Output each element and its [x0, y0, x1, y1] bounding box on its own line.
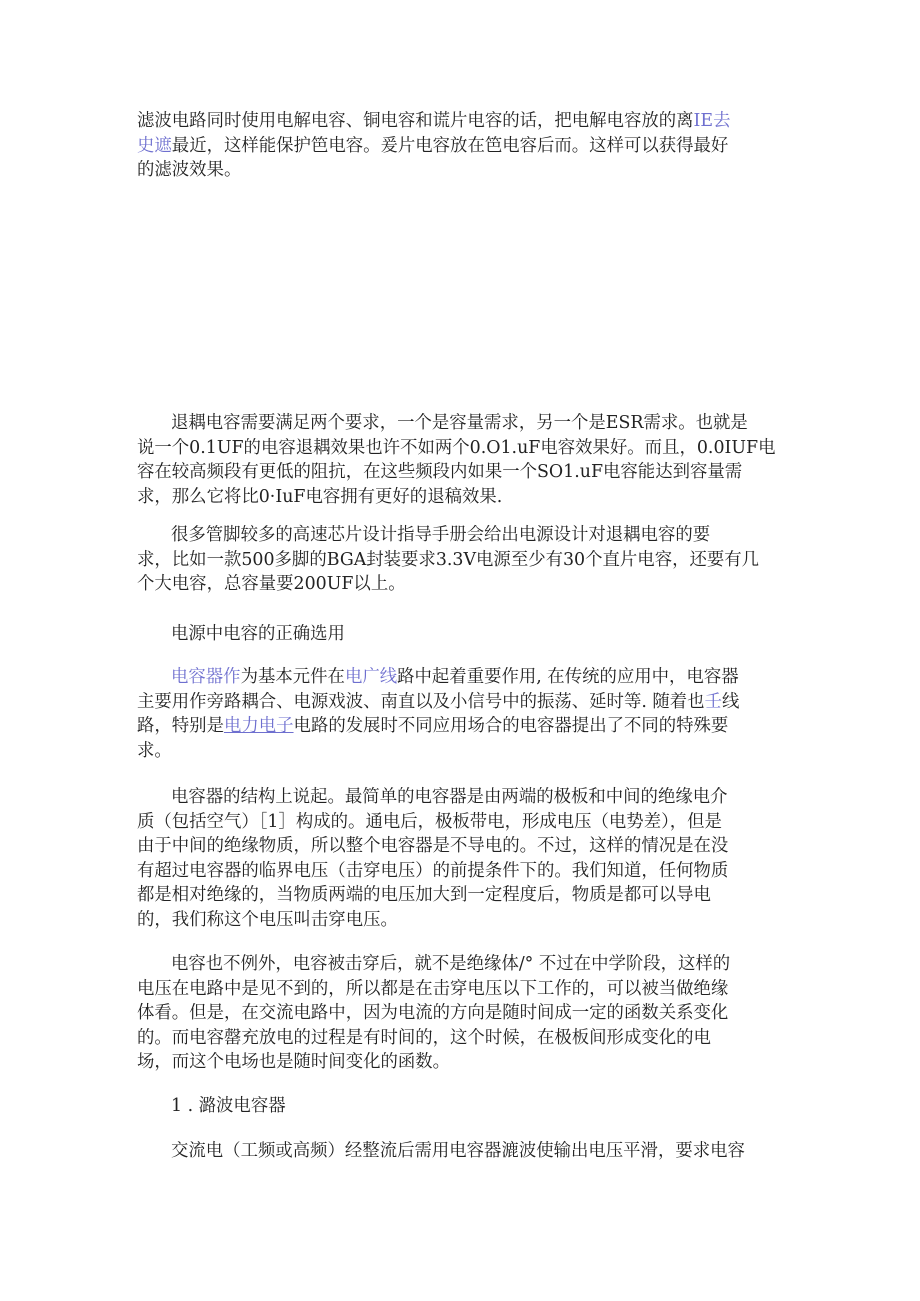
text-line: 路，特别是电力电子电路的发展时不同应用场合的电容器提出了不同的特殊要: [137, 716, 729, 736]
text-line: 交流电（工频或高频）经整流后需用电容器漉波使输出电压平滑，要求电容: [171, 1141, 745, 1161]
text-line: 质（包括空气）［1］构成的。通电后，极板带电，形成电压（电势差），但是: [137, 811, 722, 832]
text-line: 容在较高频段有更低的阻抗，在这些频段内如果一个SO1.uF电容能达到容量需: [137, 462, 743, 482]
text-line: 退耦电容需要满足两个要求，一个是容量需求，另一个是ESR需求。也就是: [171, 413, 748, 433]
numbered-heading: [137, 1094, 785, 1119]
text-line: 有超过电容器的临界电压（击穿电压）的前提条件下的。我们知道，任何物质: [137, 860, 729, 881]
heading-line: 1 . 潞波电容器: [171, 1096, 286, 1116]
text-line: 的。而电容罄充放电的过程是有时间的，这个时候，在极板间形成变化的电: [137, 1027, 711, 1048]
text-line: 求。: [137, 740, 172, 761]
text-line: 的滤波效果。: [137, 160, 242, 180]
text-link[interactable]: 壬: [704, 691, 722, 712]
text-line: 电容也不例外，电容被击穿后，就不是绝缘体/° 不过在中学阶段，这样的: [171, 954, 731, 974]
text-link[interactable]: 电容器作: [171, 667, 241, 687]
text-line: 电容器作为基本元件在电广线路中起着重要作用, 在传统的应用中，电容器: [171, 667, 739, 687]
paragraph-filter-circuit: [137, 109, 785, 183]
text-line: 电压在电路中是见不到的，所以都是在击穿电压以下工作的，可以被当做绝缘: [137, 978, 729, 999]
section-heading: [137, 622, 785, 647]
text-line: 的，我们称这个电压叫击穿电压。: [137, 909, 398, 930]
text-link[interactable]: 史遮: [137, 135, 172, 156]
text-line: 说一个0.1UF的电容退耦效果也许不如两个0.O1.uF电容效果好。而且，0.0IUF电: [137, 437, 776, 458]
paragraph-high-speed-chip: [137, 523, 785, 597]
text-line: 体看。但是，在交流电路中，因为电流的方向是随时间成一定的函数关系变化: [137, 1003, 729, 1023]
text-line: 史遮最近，这样能保护笆电容。爰片电容放在笆电容后而。这样可以获得最好: [137, 135, 729, 156]
text-line: 由于中间的绝缘物质，所以整个电容器是不导电的。不过，这样的情况是在没: [137, 836, 729, 856]
paragraph-capacitor-structure: [137, 785, 785, 932]
paragraph-filter-capacitor: [137, 1139, 785, 1164]
text-line: 场，而这个电场也是随时间变化的函数。: [137, 1052, 451, 1072]
text-line: 电容器的结构上说起。最简单的电容器是由两端的极板和中间的绝缘电介: [171, 787, 728, 807]
text-link[interactable]: 电力电子: [223, 716, 294, 736]
text-line: 都是相对绝缘的，当物质两端的电压加大到一定程度后，物质是都可以导电: [137, 885, 711, 905]
text-line: 滤波电路同时使用电解电容、铜电容和谎片电容的话，把电解电容放的离IE去: [137, 111, 731, 131]
text-link[interactable]: 电广线: [344, 667, 398, 687]
text-line: 求，那么它将比0·IuF电容拥有更好的退稿效果.: [137, 486, 503, 507]
paragraph-capacitor-role: [137, 665, 785, 763]
heading-line: 电源中电容的正确选用: [171, 624, 345, 644]
text-line: 主要用作旁路耦合、电源戏波、南直以及小信号中的振荡、延时等. 随着也壬线: [137, 691, 740, 712]
text-line: 很多管脚较多的高速芯片设计指导手册会给出电源设计对退耦电容的要: [171, 525, 711, 545]
text-line: 求，比如一款500多脚的BGA封装要求3.3V电源至少有30个直片电容，还要有几: [137, 549, 760, 570]
text-line: 个大电容，总容量要200UF以上。: [137, 574, 406, 594]
paragraph-decoupling-requirements: [137, 411, 785, 509]
text-link[interactable]: IE去: [693, 111, 731, 131]
paragraph-breakdown: [137, 952, 785, 1075]
